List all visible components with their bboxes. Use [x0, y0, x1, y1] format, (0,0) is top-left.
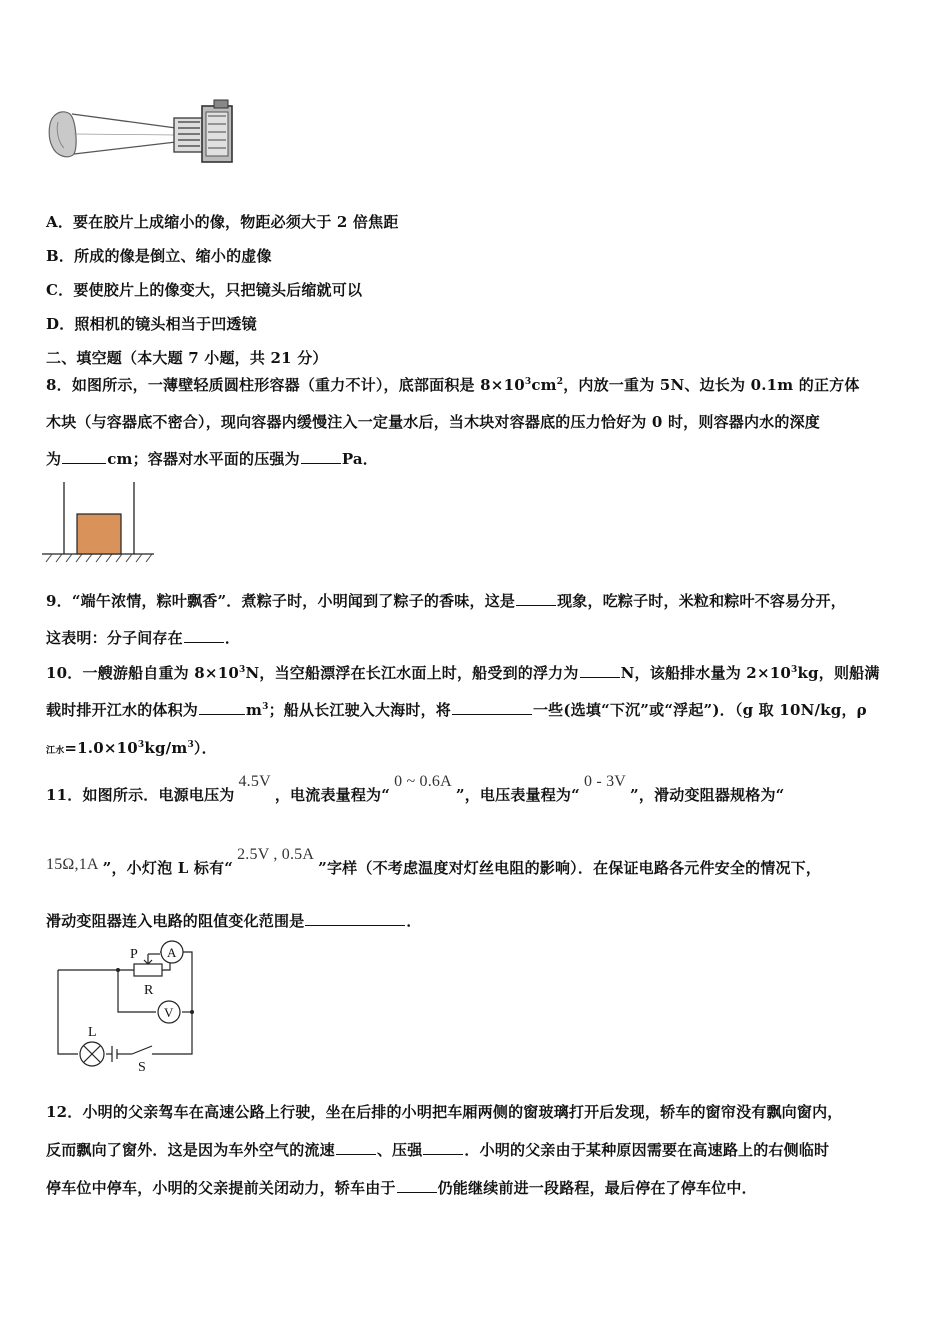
circuit-diagram — [48, 938, 198, 1073]
q9-line2: 这表明：分子间存在 ． — [46, 629, 241, 647]
option-b: B．所成的像是倒立、缩小的虚像 — [46, 247, 272, 265]
q8-blank-depth[interactable] — [62, 449, 106, 464]
q10-blank-direction[interactable] — [452, 700, 532, 715]
q11-line2: 15Ω,1A ”，小灯泡 L 标有“2.5V , 0.5A”字样（不考虑温度对灯丝电阻的影响）．在保证电路各元件安全的情况下， — [46, 846, 822, 877]
q12-blank-pressure[interactable] — [423, 1140, 463, 1155]
q12-line1: 12．小明的父亲驾车在高速公路上行驶，坐在后排的小明把车厢两侧的窗玻璃打开后发现，轿车的窗帘没有飘向窗内， — [46, 1103, 843, 1121]
label-v: V — [164, 1005, 174, 1020]
label-r: R — [144, 983, 154, 998]
label-a: A — [167, 945, 177, 960]
option-c: C．要使胶片上的像变大，只把镜头后缩就可以 — [46, 281, 363, 299]
q10-line3: 江水$=1.0\times 10^3kg/m^3$）． — [46, 739, 217, 757]
q12-blank-inertia[interactable] — [397, 1178, 437, 1193]
q10-line2: 载时排开江水的体积为 $m^3$；船从长江驶入大海时，将 一些(选填“下沉”或“浮起”)．（g 取 10N/kg，ρ — [46, 701, 867, 719]
q11-line1: 11．如图所示．电源电压为4.5V，电流表量程为“0 ~ 0.6A”，电压表量程为“0 - 3V”，滑动变阻器规格为“ — [46, 773, 785, 804]
q12-line2: 反而飘向了窗外．这是因为车外空气的流速 、压强 ．小明的父亲由于某种原因需要在高速路上的右侧临时 — [46, 1141, 830, 1159]
section-heading: 二、填空题（本大题 7 小题，共 21 分） — [46, 349, 328, 367]
q11-blank-range[interactable] — [305, 911, 405, 926]
q10-blank-buoyancy[interactable] — [580, 663, 620, 678]
label-p: P — [130, 947, 138, 962]
container-diagram — [42, 482, 154, 564]
wood-block — [77, 514, 121, 554]
q8-blank-pressure[interactable] — [301, 449, 341, 464]
q9-line1: 9．“端午浓情，粽叶飘香”．煮粽子时，小明闻到了粽子的香味，这是 现象，吃粽子时，米粒和粽叶不容易分开， — [46, 592, 846, 610]
label-s: S — [138, 1060, 146, 1073]
label-l: L — [88, 1025, 97, 1040]
q12-blank-speed[interactable] — [336, 1140, 376, 1155]
option-a: A．要在胶片上成缩小的像，物距必须大于 2 倍焦距 — [46, 213, 399, 231]
q9-blank-phenomenon[interactable] — [516, 591, 556, 606]
q11-line3: 滑动变阻器连入电路的阻值变化范围是 ． — [46, 912, 422, 930]
q9-blank-force[interactable] — [184, 628, 224, 643]
q10-blank-volume[interactable] — [199, 700, 245, 715]
q10-line1: 10．一艘游船自重为 $8\times 10^3N$，当空船漂浮在长江水面上时，船受到的浮力为 N，该船排水量为 $2\times 10^3kg$，则船满 — [46, 664, 880, 682]
q12-line3: 停车位中停车，小明的父亲提前关闭动力，轿车由于 仍能继续前进一段路程，最后停在了停车位中． — [46, 1179, 757, 1197]
q8-line3: 为 cm；容器对水平面的压强为 Pa． — [46, 450, 379, 468]
camera-illustration — [44, 98, 240, 170]
q8-line2: 木块（与容器底不密合），现向容器内缓慢注入一定量水后，当木块对容器底的压力恰好为 0 时，则容器内水的深度 — [46, 413, 820, 431]
q8-line1: 8．如图所示，一薄壁轻质圆柱形容器（重力不计），底部面积是 $8\times 10^3cm^2$，内放一重为 5N、边长为 0.1m 的正方体 — [46, 376, 860, 394]
option-d: D．照相机的镜头相当于凹透镜 — [46, 315, 257, 333]
